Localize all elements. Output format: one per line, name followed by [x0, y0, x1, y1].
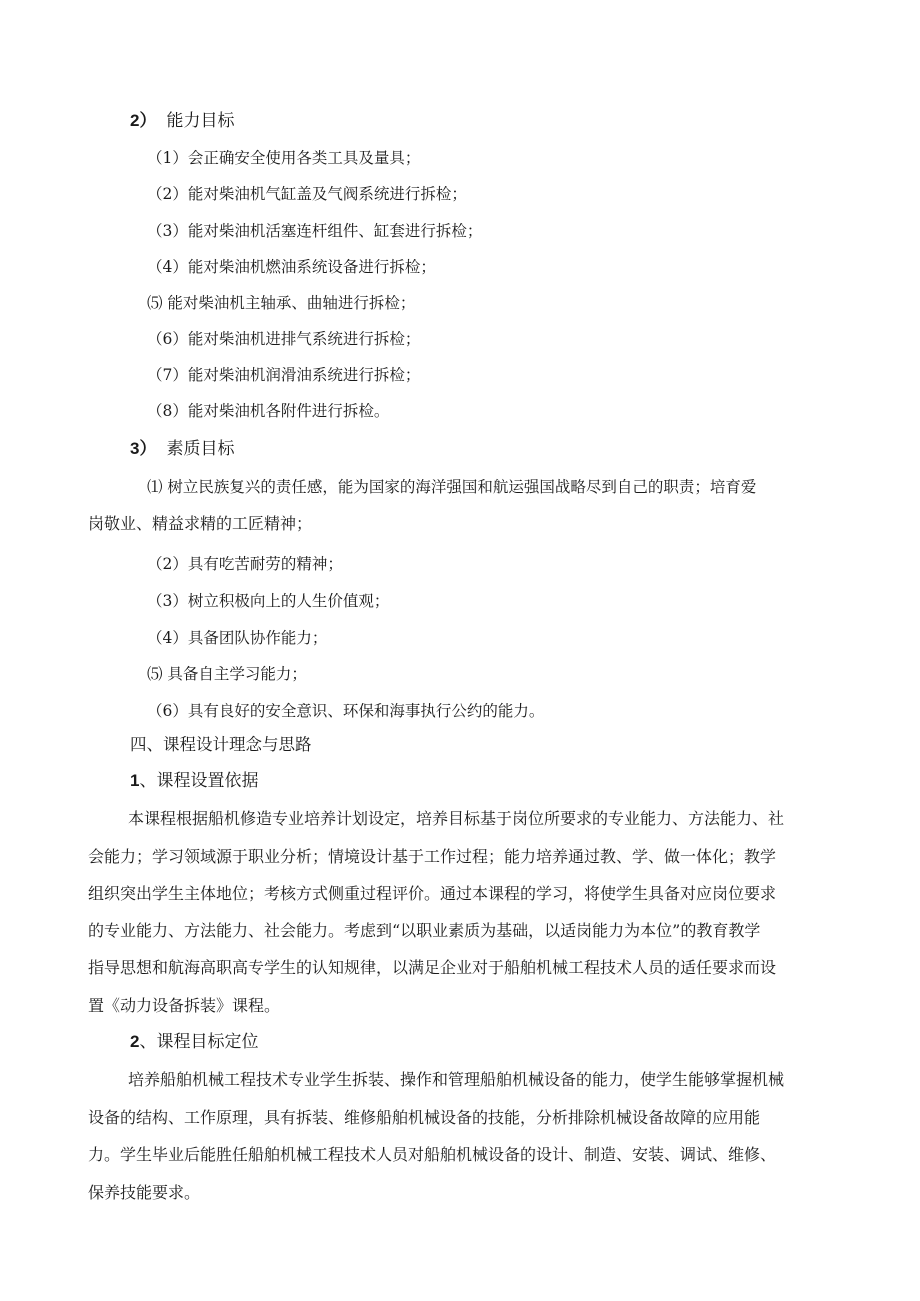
- quality-item-4: （4）具备团队协作能力；: [147, 629, 328, 647]
- basis-paragraph-line-3: 组织突出学生主体地位；考核方式侧重过程评价。通过本课程的学习，将使学生具备对应岗位要求: [88, 884, 777, 903]
- section-number: 2: [130, 1032, 140, 1051]
- ability-item-3: （3）能对柴油机活塞连杆组件、缸套进行拆检；: [147, 222, 483, 240]
- positioning-paragraph-line-1: 培养船舶机械工程技术专业学生拆装、操作和管理船舶机械设备的能力，使学生能够掌握机械: [128, 1070, 785, 1089]
- ability-item-1: （1）会正确安全使用各类工具及量具；: [147, 149, 421, 167]
- quality-item-3: （3）树立积极向上的人生价值观；: [147, 592, 390, 610]
- basis-paragraph-line-2: 会能力；学习领域源于职业分析；情境设计基于工作过程；能力培养通过教、学、做一体化；教学: [88, 847, 777, 866]
- section-title: 、课程设置依据: [139, 771, 259, 791]
- subsection-heading-ability: [130, 110, 234, 132]
- section-title: 、课程目标定位: [139, 1032, 259, 1052]
- section-heading-basis: [130, 770, 258, 792]
- subsection-title: 素质目标: [166, 439, 235, 459]
- quality-item-6: （6）具有良好的安全意识、环保和海事执行公约的能力。: [147, 702, 545, 720]
- ability-item-2: （2）能对柴油机气缸盖及气阀系统进行拆检；: [147, 185, 467, 203]
- basis-paragraph-line-5: 指导思想和航海高职高专学生的认知规律，以满足企业对于船舶机械工程技术人员的适任要求而设: [88, 958, 777, 977]
- basis-paragraph-line-4: 的专业能力、方法能力、社会能力。考虑到“以职业素质为基础，以适岗能力为本位”的教育教学: [88, 921, 761, 940]
- subsection-heading-quality: [130, 438, 234, 460]
- ability-item-4: （4）能对柴油机燃油系统设备进行拆检；: [147, 258, 436, 276]
- basis-paragraph-line-6: 置《动力设备拆装》课程。: [88, 996, 281, 1015]
- positioning-paragraph-line-4: 保养技能要求。: [88, 1183, 201, 1202]
- subsection-number: 2）: [130, 111, 157, 130]
- section-heading-positioning: [130, 1031, 258, 1053]
- basis-paragraph-line-1: 本课程根据船机修造专业培养计划设定，培养目标基于岗位所要求的专业能力、方法能力、社: [128, 809, 785, 828]
- ability-item-7: （7）能对柴油机润滑油系统进行拆检；: [147, 366, 421, 384]
- quality-item-5: ⑸ 具备自主学习能力；: [147, 665, 307, 683]
- positioning-paragraph-line-3: 力。学生毕业后能胜任船舶机械工程技术人员对船舶机械设备的设计、制造、安装、调试、维修、: [88, 1145, 777, 1164]
- quality-item-1-line-1: ⑴ 树立民族复兴的责任感，能为国家的海洋强国和航运强国战略尽到自己的职责；培育爱: [147, 478, 757, 496]
- subsection-number: 3）: [130, 439, 157, 458]
- quality-item-1-line-2: 岗敬业、精益求精的工匠精神；: [88, 514, 313, 533]
- ability-item-5: ⑸ 能对柴油机主轴承、曲轴进行拆检；: [147, 294, 416, 312]
- chapter-heading: 四、课程设计理念与思路: [130, 735, 312, 754]
- section-number: 1: [130, 771, 140, 790]
- quality-item-2: （2）具有吃苦耐劳的精神；: [147, 555, 343, 573]
- ability-item-8: （8）能对柴油机各附件进行拆检。: [147, 402, 390, 420]
- positioning-paragraph-line-2: 设备的结构、工作原理，具有拆装、维修船舶机械设备的技能，分析排除机械设备故障的应用能: [88, 1108, 761, 1127]
- subsection-title: 能力目标: [166, 111, 235, 131]
- ability-item-6: （6）能对柴油机进排气系统进行拆检；: [147, 330, 421, 348]
